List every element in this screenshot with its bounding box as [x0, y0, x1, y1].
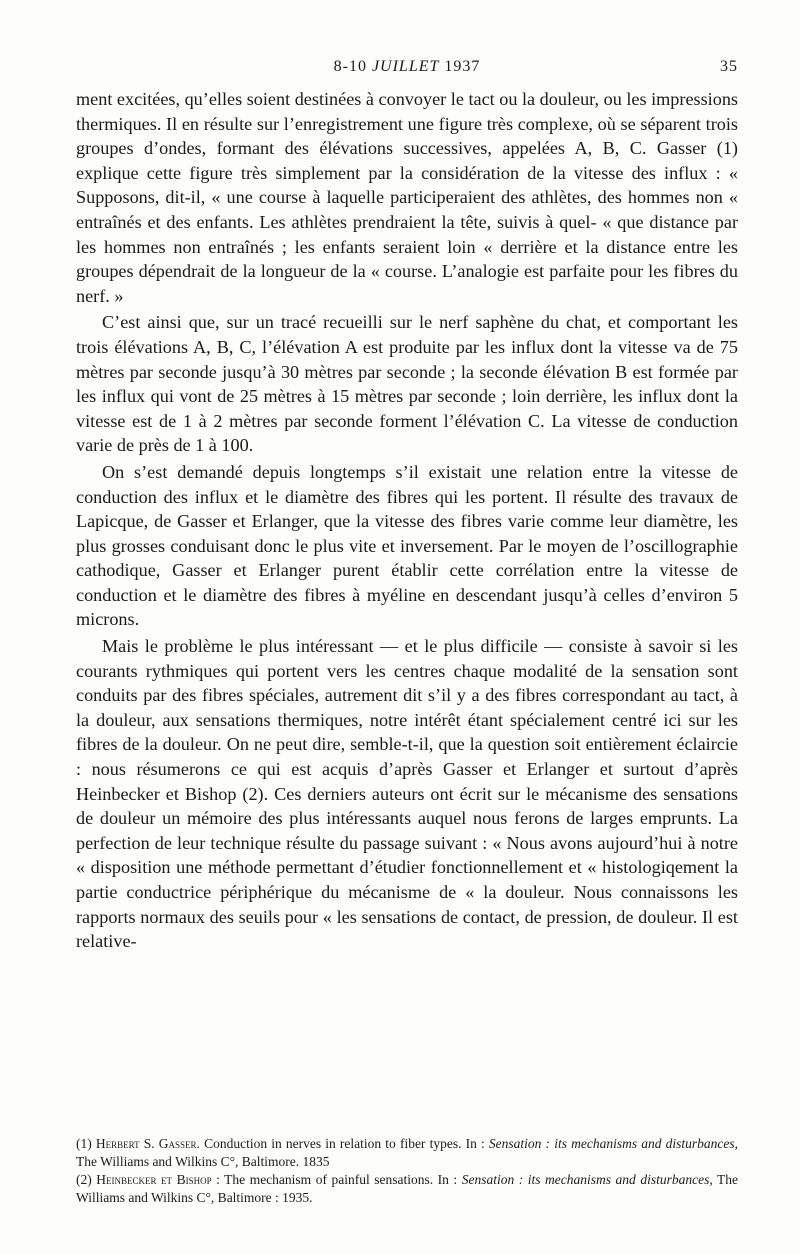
- footnote-2-author: Heinbecker et Bishop :: [96, 1172, 220, 1187]
- paragraph-2: C’est ainsi que, sur un tracé recueilli sur le nerf saphène du chat, et comportant les trois élévations A, B, C, l’élévation A est produite par les influx dont la vitesse va de 75 mètres par seconde jusqu’à 30 mètres par seconde ; la seconde élévation B est formée par les influx qui vont de 25 mètres à 15 mètres par seconde ; loin derrière, les influx dont la vitesse est de 1 à 2 mètres par seconde forment l’élévation C. La vitesse de conduction varie de près de 1 à 100.: [76, 312, 738, 456]
- issue-date-year: 1937: [444, 58, 481, 75]
- footnote-1-marker: (1): [76, 1136, 92, 1151]
- issue-date: [76, 58, 738, 76]
- paragraph-3: On s’est demandé depuis longtemps s’il existait une relation entre la vitesse de conduction des influx et le diamètre des fibres qui les portent. Il résulte des travaux de Lapicque, de Gasser et Erlanger, que la vitesse des fibres varie comme leur diamètre, les plus grosses conduisant donc le plus vite et inversement. Par le moyen de l’oscillographie cathodique, Gasser et Erlanger purent établir cette corrélation entre la vitesse de conduction et le diamètre des fibres à myéline en descendant jusqu’à celles d’environ 5 microns.: [76, 461, 738, 630]
- footnote-2: [76, 1171, 738, 1207]
- body-text: [76, 87, 738, 956]
- page-number: 35: [720, 58, 738, 75]
- running-header: [76, 58, 738, 82]
- footnote-2-marker: (2): [76, 1172, 92, 1187]
- footnote-2-title: Sensation : its mechanisms and disturbances,: [461, 1172, 713, 1187]
- footnote-1: [76, 1135, 738, 1171]
- footnote-1-author: Herbert S. Gasser.: [95, 1136, 200, 1151]
- paragraph-1: ment excitées, qu’elles soient destinées à convoyer le tact ou la douleur, ou les impressions thermiques. Il en résulte sur l’enregistrement une figure très complexe, où se séparent trois groupes d’ondes, formant des élévations successives, appelées A, B, C. Gasser (1) explique cette figure très simplement par la considération de la vitesse des influx : « Supposons, dit-il, « une course à laquelle participeraient des athlètes, des hommes non « entraînés et des enfants. Les athlètes prendraient la tête, suivis à quel- « que distance par les hommes non entraînés ; les enfants seraient loin « derrière et la distance entre les groupes dépendrait de la longueur de la « course. L’analogie est parfaite pour les fibres du nerf. »: [76, 89, 738, 306]
- paragraph-4: Mais le problème le plus intéressant — et le plus difficile — consiste à savoir si les courants rythmiques qui portent vers les centres chaque modalité de la sensation sont conduits par des fibres spéciales, autrement dit s’il y a des fibres correspondant au tact, à la douleur, aux sensations thermiques, notre intérêt étant spécialement centré ici sur les fibres de la douleur. On ne peut dire, semble-t-il, que la question soit entièrement éclaircie : nous résumerons ce qui est acquis d’après Gasser et Erlanger et surtout d’après Heinbecker et Bishop (2). Ces derniers auteurs ont écrit sur le mécanisme des sensations de douleur un mémoire des plus intéressants auquel nous ferons de larges emprunts. La perfection de leur technique résulte du passage suivant : « Nous avons aujourd’hui à notre « disposition une méthode permettant d’étudier fonctionnellement et « histologiqement la partie conductrice périphérique du mécanisme de « la douleur. Nous connaissons les rapports normaux des seuils pour « les sensations de contact, de pression, de douleur. Il est relative-: [76, 636, 738, 952]
- footnote-1-text: Conduction in nerves in relation to fiber types. In :: [204, 1136, 485, 1151]
- footnotes: [76, 1135, 738, 1207]
- footnote-2-text: The mechanism of painful sensations. In :: [224, 1172, 458, 1187]
- footnote-1-publisher: The Williams and Wilkins C°, Baltimore. 1835: [76, 1154, 330, 1169]
- issue-date-days: 8-10: [333, 58, 367, 75]
- footnote-2-publisher: The Williams and Wilkins C°, Baltimore : 1935.: [76, 1172, 738, 1205]
- issue-date-month: JUILLET: [371, 58, 440, 75]
- footnote-1-title: Sensation : its mechanisms and disturbances,: [488, 1136, 739, 1151]
